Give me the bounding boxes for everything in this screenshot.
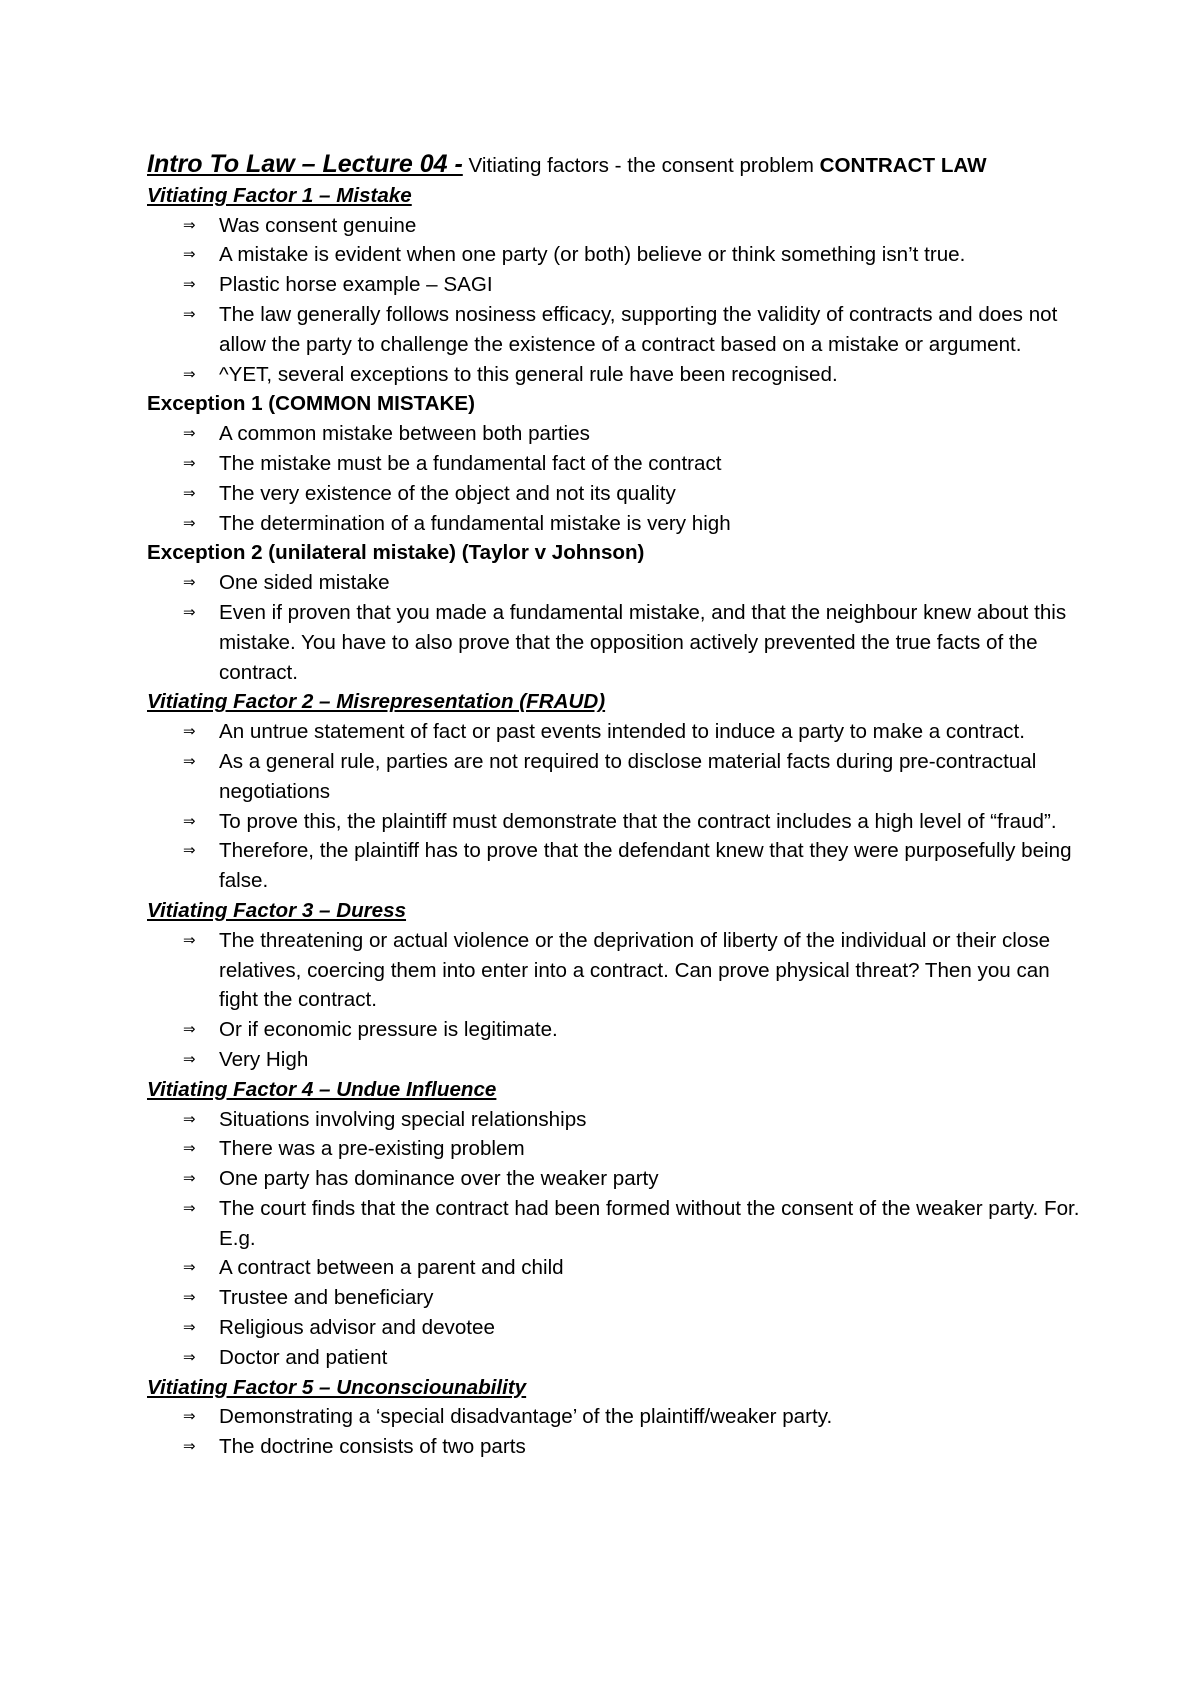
section-exception-1 — [147, 389, 1087, 538]
bullet-text: The very existence of the object and not its quality — [219, 481, 676, 505]
bullet-text: Or if economic pressure is legitimate. — [219, 1018, 558, 1042]
section-factor-2 — [147, 687, 1087, 896]
bullet-list — [147, 717, 1087, 896]
bullet-list — [147, 926, 1087, 1075]
arrow-bullet-icon: ⇒ — [183, 245, 196, 264]
lecture-tag: CONTRACT LAW — [819, 154, 987, 177]
arrow-bullet-icon: ⇒ — [183, 811, 196, 830]
arrow-bullet-icon: ⇒ — [183, 304, 196, 323]
document-title — [147, 150, 1087, 181]
bullet-text: The mistake must be a fundamental fact of the contract — [219, 451, 722, 475]
arrow-bullet-icon: ⇒ — [183, 1020, 196, 1039]
bullet-text: One party has dominance over the weaker party — [219, 1167, 659, 1191]
list-item — [147, 1194, 1087, 1254]
bullet-text: There was a pre-existing problem — [219, 1137, 525, 1161]
section-heading: Vitiating Factor 4 – Undue Influence — [147, 1077, 497, 1101]
list-item — [147, 300, 1087, 360]
lecture-title: Intro To Law – Lecture 04 - — [147, 150, 463, 178]
section-heading: Exception 2 (unilateral mistake) (Taylor v Johnson) — [147, 541, 645, 565]
arrow-bullet-icon: ⇒ — [183, 1407, 196, 1426]
bullet-text: A contract between a parent and child — [219, 1256, 564, 1280]
bullet-text: The court finds that the contract had been formed without the consent of the weaker party. For. E.g. — [219, 1196, 1080, 1250]
list-item — [147, 1045, 1087, 1075]
section-heading: Vitiating Factor 5 – Unconsciounability — [147, 1375, 527, 1399]
list-item — [147, 1402, 1087, 1432]
list-item — [147, 479, 1087, 509]
bullet-text: Situations involving special relationships — [219, 1107, 587, 1131]
bullet-text: The threatening or actual violence or the deprivation of liberty of the individual or their close relatives, coercing them into enter into a contract. Can prove physical threat? Then you can fight the contract. — [219, 928, 1051, 1012]
list-item — [147, 1313, 1087, 1343]
bullet-list — [147, 568, 1087, 687]
bullet-text: Doctor and patient — [219, 1345, 388, 1369]
list-item — [147, 717, 1087, 747]
list-item — [147, 211, 1087, 241]
arrow-bullet-icon: ⇒ — [183, 1347, 196, 1366]
bullet-list — [147, 419, 1087, 538]
bullet-list — [147, 1105, 1087, 1373]
bullet-text: To prove this, the plaintiff must demonstrate that the contract includes a high level of “fraud”. — [219, 809, 1057, 833]
bullet-text: Religious advisor and devotee — [219, 1316, 495, 1340]
arrow-bullet-icon: ⇒ — [183, 722, 196, 741]
bullet-text: A common mistake between both parties — [219, 422, 590, 446]
bullet-text: The doctrine consists of two parts — [219, 1435, 526, 1459]
arrow-bullet-icon: ⇒ — [183, 513, 196, 532]
arrow-bullet-icon: ⇒ — [183, 424, 196, 443]
list-item — [147, 1164, 1087, 1194]
list-item — [147, 807, 1087, 837]
bullet-text: Plastic horse example – SAGI — [219, 273, 493, 297]
arrow-bullet-icon: ⇒ — [183, 1139, 196, 1158]
bullet-text: ^YET, several exceptions to this general rule have been recognised. — [219, 362, 838, 386]
arrow-bullet-icon: ⇒ — [183, 1109, 196, 1128]
arrow-bullet-icon: ⇒ — [183, 841, 196, 860]
bullet-list — [147, 1402, 1087, 1462]
arrow-bullet-icon: ⇒ — [183, 751, 196, 770]
bullet-text: Demonstrating a ‘special disadvantage’ of the plaintiff/weaker party. — [219, 1405, 833, 1429]
arrow-bullet-icon: ⇒ — [183, 1258, 196, 1277]
list-item — [147, 240, 1087, 270]
bullet-text: Therefore, the plaintiff has to prove that the defendant knew that they were purposefully being false. — [219, 839, 1072, 893]
arrow-bullet-icon: ⇒ — [183, 1198, 196, 1217]
arrow-bullet-icon: ⇒ — [183, 930, 196, 949]
list-item — [147, 598, 1087, 687]
arrow-bullet-icon: ⇒ — [183, 483, 196, 502]
arrow-bullet-icon: ⇒ — [183, 1169, 196, 1188]
arrow-bullet-icon: ⇒ — [183, 215, 196, 234]
bullet-text: Even if proven that you made a fundamental mistake, and that the neighbour knew about this mistake. You have to also prove that the opposition actively prevented the true facts of the contract. — [219, 600, 1067, 684]
list-item — [147, 1134, 1087, 1164]
lecture-subtitle: Vitiating factors - the consent problem — [468, 154, 814, 177]
section-heading: Vitiating Factor 1 – Mistake — [147, 183, 412, 207]
bullet-text: One sided mistake — [219, 571, 390, 595]
list-item — [147, 1015, 1087, 1045]
bullet-text: As a general rule, parties are not required to disclose material facts during pre-contractual negotiations — [219, 749, 1037, 803]
arrow-bullet-icon: ⇒ — [183, 453, 196, 472]
list-item — [147, 1253, 1087, 1283]
section-factor-1 — [147, 181, 1087, 390]
list-item — [147, 926, 1087, 1015]
bullet-text: An untrue statement of fact or past events intended to induce a party to make a contract. — [219, 720, 1025, 744]
section-heading: Vitiating Factor 3 – Duress — [147, 898, 407, 922]
section-heading: Vitiating Factor 2 – Misrepresentation (FRAUD) — [147, 690, 606, 714]
bullet-text: The determination of a fundamental mistake is very high — [219, 511, 731, 535]
list-item — [147, 509, 1087, 539]
section-exception-2 — [147, 538, 1087, 687]
list-item — [147, 360, 1087, 390]
bullet-text: Was consent genuine — [219, 213, 417, 237]
section-factor-4 — [147, 1075, 1087, 1373]
bullet-text: Trustee and beneficiary — [219, 1286, 434, 1310]
arrow-bullet-icon: ⇒ — [183, 602, 196, 621]
list-item — [147, 1283, 1087, 1313]
arrow-bullet-icon: ⇒ — [183, 1318, 196, 1337]
list-item — [147, 1343, 1087, 1373]
list-item — [147, 1105, 1087, 1135]
list-item — [147, 747, 1087, 807]
bullet-text: A mistake is evident when one party (or both) believe or think something isn’t true. — [219, 243, 966, 267]
bullet-list — [147, 211, 1087, 390]
list-item — [147, 568, 1087, 598]
list-item — [147, 449, 1087, 479]
list-item — [147, 1432, 1087, 1462]
list-item — [147, 419, 1087, 449]
arrow-bullet-icon: ⇒ — [183, 573, 196, 592]
section-heading: Exception 1 (COMMON MISTAKE) — [147, 392, 475, 416]
section-factor-3 — [147, 896, 1087, 1075]
section-factor-5 — [147, 1373, 1087, 1462]
list-item — [147, 836, 1087, 896]
bullet-text: The law generally follows nosiness efficacy, supporting the validity of contracts and does not allow the party to challenge the existence of a contract based on a mistake or argument. — [219, 302, 1058, 356]
arrow-bullet-icon: ⇒ — [183, 364, 196, 383]
arrow-bullet-icon: ⇒ — [183, 1049, 196, 1068]
arrow-bullet-icon: ⇒ — [183, 275, 196, 294]
document-page — [147, 150, 1087, 1462]
arrow-bullet-icon: ⇒ — [183, 1288, 196, 1307]
bullet-text: Very High — [219, 1047, 309, 1071]
arrow-bullet-icon: ⇒ — [183, 1437, 196, 1456]
list-item — [147, 270, 1087, 300]
